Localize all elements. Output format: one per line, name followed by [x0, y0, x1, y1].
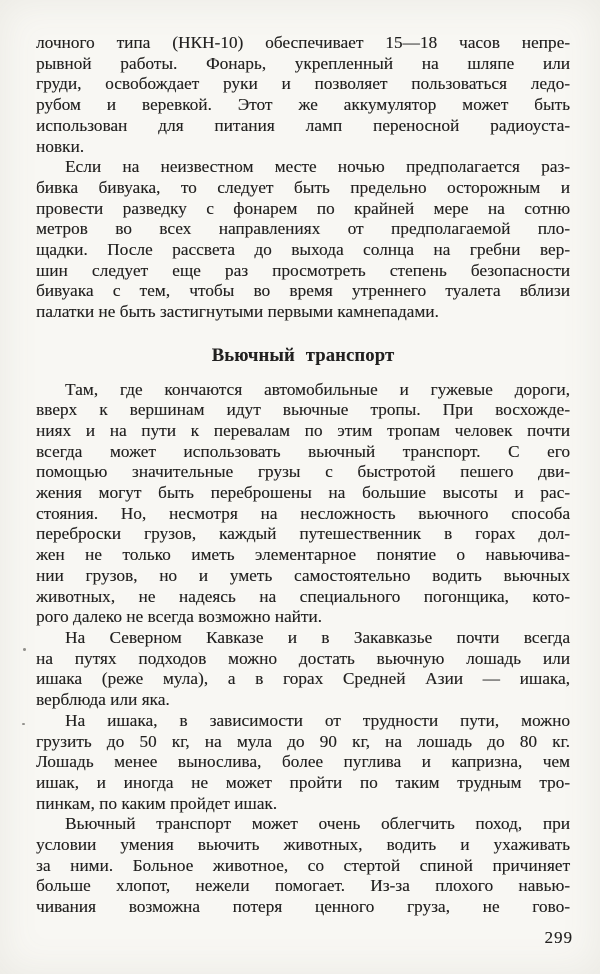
text-line: щадки. После рассвета до выхода солнца на гребни вер- — [36, 240, 570, 260]
text-line: животных, не надеясь на специального погонщика, кото- — [36, 586, 570, 606]
text-line: рывной работы. Фонарь, укрепленный на шляпе или — [36, 53, 570, 73]
paragraph — [36, 33, 570, 157]
text-line: стояния. Но, несмотря на несложность вьючного способа — [36, 503, 570, 523]
text-line: На ишака, в зависимости от трудности пути, можно — [65, 710, 570, 730]
text-line: ишак, и иногда не может пройти по таким трудным тро- — [36, 772, 570, 792]
text-line: груди, освобождает руки и позволяет пользоваться ледо- — [36, 74, 570, 94]
text-line: условии умения вьючить животных, водить и ухаживать — [36, 835, 570, 855]
text-line: грузить до 50 кг, на мула до 90 кг, на лошадь до 80 кг. — [36, 731, 570, 751]
text-line: нии грузов, но и уметь самостоятельно водить вьючных — [36, 565, 570, 585]
text-line: на путях подходов можно достать вьючную лошадь или — [36, 648, 570, 668]
text-line: больше хлопот, нежели помогает. Из-за плохого навью- — [36, 876, 570, 896]
text-line: бивуака с тем, чтобы во время утреннего туалета вблизи — [36, 281, 570, 301]
scan-speck — [23, 648, 26, 651]
text-line: новки. — [36, 136, 85, 156]
text-line: ниях и на пути к перевалам по этим тропам человек почти — [36, 420, 570, 440]
text-line: шин следует еще раз просмотреть степень безопасности — [36, 260, 570, 280]
text-line: На Северном Кавказе и в Закавказье почти всегда — [65, 627, 570, 647]
text-line: пинкам, по каким пройдет ишак. — [36, 793, 278, 813]
text-line: всегда может использовать вьючный транспорт. С его — [36, 441, 570, 461]
text-line: вверх к вершинам идут вьючные тропы. При восхожде- — [36, 400, 570, 420]
text-line: рубом и веревкой. Этот же аккумулятор может быть — [36, 95, 570, 115]
section-heading: Вьючный транспорт — [211, 345, 395, 366]
text-line: лочного типа (НКН-10) обеспечивает 15—18 часов непре- — [36, 33, 570, 52]
paragraph — [36, 814, 570, 918]
text-line: использован для питания ламп переносной радиоуста- — [36, 115, 570, 135]
text-line: за ними. Больное животное, со стертой спиной причиняет — [36, 855, 570, 875]
text-line: переброски грузов, каждый путешественник в горах дол- — [36, 524, 570, 544]
paragraph — [36, 711, 570, 815]
text-line: Если на неизвестном месте ночью предполагается раз- — [65, 157, 570, 177]
text-line: бивка бивуака, то следует быть предельно осторожным и — [36, 177, 570, 197]
text-line: верблюда или яка. — [36, 690, 170, 710]
text-line: рого далеко не всегда возможно найти. — [36, 607, 322, 627]
text-line: ишака (реже мула), а в горах Средней Азии — ишака, — [36, 669, 570, 689]
text-line: Там, где кончаются автомобильные и гужевые дороги, — [65, 379, 570, 399]
text-line: провести разведку с фонарем по крайней мере на сотню — [36, 198, 570, 218]
text-line: жения могут быть переброшены на большие высоты и рас- — [36, 483, 570, 503]
page-number: 299 — [544, 928, 573, 947]
text-line: чивания возможна потеря ценного груза, не гово- — [36, 897, 570, 917]
text-line: помощью значительные грузы с быстротой пешего дви- — [36, 462, 570, 482]
text-column — [36, 33, 570, 918]
scan-speck — [22, 723, 25, 725]
paragraph — [36, 628, 570, 711]
paragraph — [36, 380, 570, 628]
paragraph — [36, 157, 570, 323]
text-line: Лошадь менее вынослива, более пуглива и капризна, чем — [36, 752, 570, 772]
text-line: Вьючный транспорт может очень облегчить поход, при — [65, 814, 570, 834]
text-line: палатки не быть застигнутыми первыми камнепадами. — [36, 302, 439, 322]
text-line: жен не только иметь элементарное понятие о навьючива- — [36, 545, 570, 565]
text-line: метров во всех направлениях от предполагаемой пло- — [36, 219, 570, 239]
